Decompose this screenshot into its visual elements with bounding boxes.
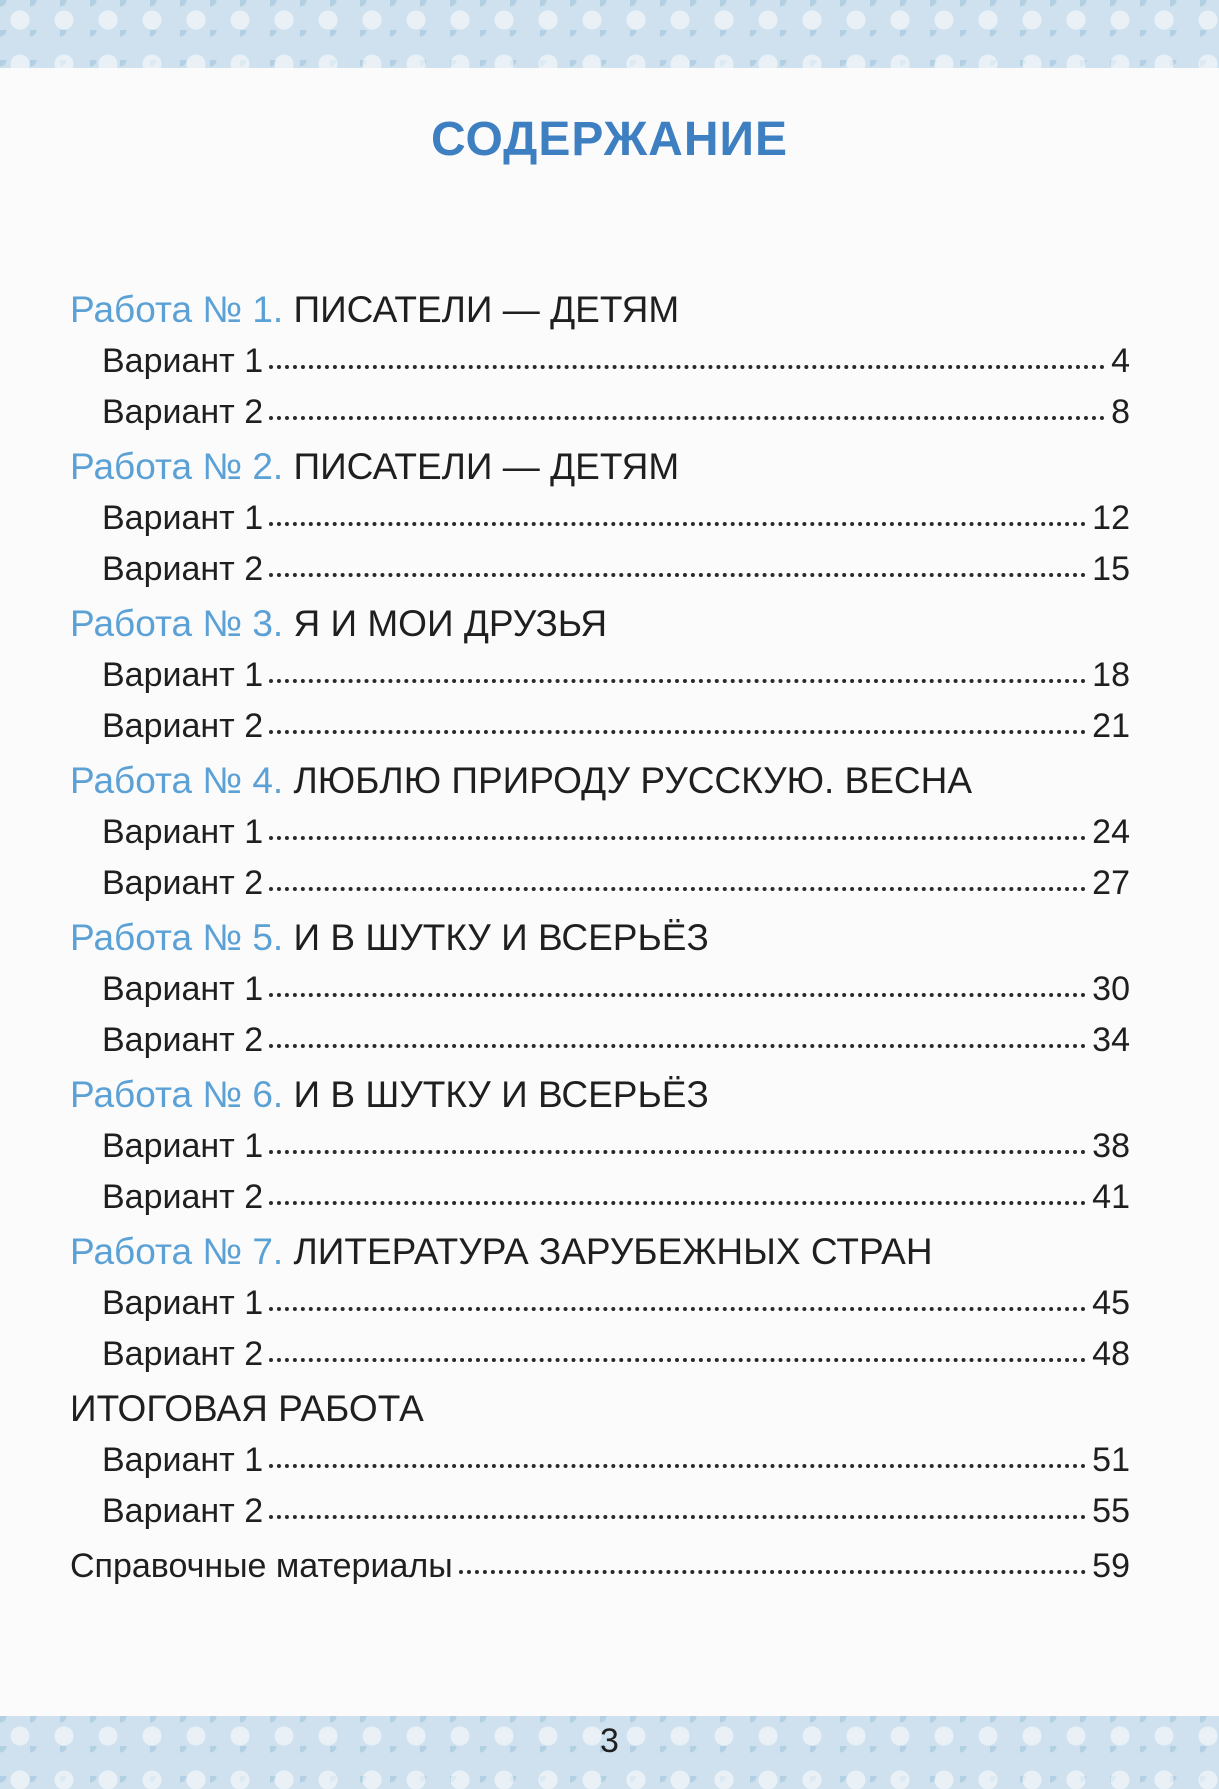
toc-section bbox=[70, 441, 1130, 595]
toc-entry[interactable] bbox=[70, 493, 1130, 544]
entry-label: Вариант 2 bbox=[102, 864, 264, 902]
dot-leader bbox=[269, 886, 1086, 891]
toc-section bbox=[70, 912, 1130, 1066]
entry-page-number: 21 bbox=[1092, 707, 1130, 745]
entry-label: Вариант 1 bbox=[102, 970, 264, 1008]
entry-label: Вариант 2 bbox=[102, 1492, 264, 1530]
entry-page-number: 59 bbox=[1092, 1547, 1130, 1585]
dot-leader bbox=[269, 1306, 1086, 1311]
toc-entry[interactable] bbox=[70, 1435, 1130, 1486]
toc-entry[interactable] bbox=[70, 1278, 1130, 1329]
dot-leader bbox=[269, 521, 1086, 526]
dot-leader bbox=[269, 1357, 1086, 1362]
dot-leader bbox=[269, 678, 1086, 683]
toc-entry[interactable] bbox=[70, 1486, 1130, 1537]
dot-leader bbox=[269, 1200, 1086, 1205]
section-name: ПИСАТЕЛИ — ДЕТЯМ bbox=[293, 446, 680, 487]
entry-page-number: 48 bbox=[1092, 1335, 1130, 1373]
toc-section bbox=[70, 755, 1130, 909]
entry-label: Вариант 1 bbox=[102, 1284, 264, 1322]
toc-entry[interactable] bbox=[70, 807, 1130, 858]
dot-leader bbox=[269, 1043, 1086, 1048]
section-heading bbox=[70, 284, 1130, 336]
table-of-contents bbox=[70, 284, 1130, 1592]
entry-label: Вариант 1 bbox=[102, 1441, 264, 1479]
section-name: Я И МОИ ДРУЗЬЯ bbox=[293, 603, 608, 644]
dot-leader bbox=[269, 1149, 1086, 1154]
entry-label: Вариант 2 bbox=[102, 1021, 264, 1059]
section-heading bbox=[70, 755, 1130, 807]
dot-leader bbox=[269, 729, 1086, 734]
entry-page-number: 38 bbox=[1092, 1127, 1130, 1165]
entry-page-number: 18 bbox=[1092, 656, 1130, 694]
dot-leader bbox=[269, 992, 1086, 997]
entry-page-number: 30 bbox=[1092, 970, 1130, 1008]
entry-page-number: 45 bbox=[1092, 1284, 1130, 1322]
entry-label: Вариант 2 bbox=[102, 550, 264, 588]
entry-page-number: 41 bbox=[1092, 1178, 1130, 1216]
toc-section bbox=[70, 1069, 1130, 1223]
section-heading bbox=[70, 912, 1130, 964]
entry-label: Вариант 2 bbox=[102, 1178, 264, 1216]
section-name: ЛИТЕРАТУРА ЗАРУБЕЖНЫХ СТРАН bbox=[293, 1231, 933, 1272]
section-number: Работа № 5. bbox=[70, 917, 284, 958]
toc-section bbox=[70, 598, 1130, 752]
entry-page-number: 8 bbox=[1111, 393, 1130, 431]
entry-label: Вариант 2 bbox=[102, 707, 264, 745]
entry-label: Вариант 1 bbox=[102, 813, 264, 851]
section-number: Работа № 6. bbox=[70, 1074, 284, 1115]
dot-leader bbox=[269, 572, 1086, 577]
entry-label: Вариант 2 bbox=[102, 393, 264, 431]
section-heading bbox=[70, 441, 1130, 493]
entry-page-number: 12 bbox=[1092, 499, 1130, 537]
entry-label: Справочные материалы bbox=[70, 1547, 453, 1585]
dot-leader bbox=[269, 1463, 1086, 1468]
entry-page-number: 4 bbox=[1111, 342, 1130, 380]
entry-page-number: 51 bbox=[1092, 1441, 1130, 1479]
section-number: Работа № 1. bbox=[70, 289, 284, 330]
entry-page-number: 27 bbox=[1092, 864, 1130, 902]
toc-section bbox=[70, 1226, 1130, 1380]
section-name: И В ШУТКУ И ВСЕРЬЁЗ bbox=[293, 917, 709, 958]
toc-entry[interactable] bbox=[70, 1015, 1130, 1066]
toc-entry[interactable] bbox=[70, 387, 1130, 438]
decorative-top-band bbox=[0, 0, 1219, 68]
toc-section bbox=[70, 1383, 1130, 1537]
toc-entry[interactable] bbox=[70, 1329, 1130, 1380]
dot-leader bbox=[269, 1514, 1086, 1519]
section-number: Работа № 7. bbox=[70, 1231, 284, 1272]
page-number: 3 bbox=[600, 1722, 619, 1760]
section-number: Работа № 2. bbox=[70, 446, 284, 487]
entry-page-number: 24 bbox=[1092, 813, 1130, 851]
section-number: Работа № 4. bbox=[70, 760, 284, 801]
dot-leader bbox=[459, 1569, 1087, 1574]
entry-label: Вариант 2 bbox=[102, 1335, 264, 1373]
dot-leader bbox=[269, 835, 1086, 840]
toc-entry-reference[interactable] bbox=[70, 1541, 1130, 1592]
toc-entry[interactable] bbox=[70, 964, 1130, 1015]
entry-page-number: 55 bbox=[1092, 1492, 1130, 1530]
section-name: ЛЮБЛЮ ПРИРОДУ РУССКУЮ. ВЕСНА bbox=[293, 760, 973, 801]
entry-page-number: 15 bbox=[1092, 550, 1130, 588]
toc-entry[interactable] bbox=[70, 701, 1130, 752]
section-number: Работа № 3. bbox=[70, 603, 284, 644]
section-name: ПИСАТЕЛИ — ДЕТЯМ bbox=[293, 289, 680, 330]
toc-entry[interactable] bbox=[70, 1121, 1130, 1172]
toc-entry[interactable] bbox=[70, 1172, 1130, 1223]
entry-label: Вариант 1 bbox=[102, 342, 264, 380]
dot-leader bbox=[269, 364, 1105, 369]
entry-page-number: 34 bbox=[1092, 1021, 1130, 1059]
entry-label: Вариант 1 bbox=[102, 499, 264, 537]
section-heading bbox=[70, 598, 1130, 650]
entry-label: Вариант 1 bbox=[102, 656, 264, 694]
section-heading bbox=[70, 1069, 1130, 1121]
toc-entry[interactable] bbox=[70, 336, 1130, 387]
toc-entry[interactable] bbox=[70, 650, 1130, 701]
section-heading bbox=[70, 1383, 1130, 1435]
entry-label: Вариант 1 bbox=[102, 1127, 264, 1165]
section-heading bbox=[70, 1226, 1130, 1278]
page-title: СОДЕРЖАНИЕ bbox=[431, 113, 788, 166]
section-name: ИТОГОВАЯ РАБОТА bbox=[70, 1388, 424, 1429]
toc-entry[interactable] bbox=[70, 544, 1130, 595]
toc-section bbox=[70, 284, 1130, 438]
section-name: И В ШУТКУ И ВСЕРЬЁЗ bbox=[293, 1074, 709, 1115]
toc-entry[interactable] bbox=[70, 858, 1130, 909]
dot-leader bbox=[269, 415, 1105, 420]
